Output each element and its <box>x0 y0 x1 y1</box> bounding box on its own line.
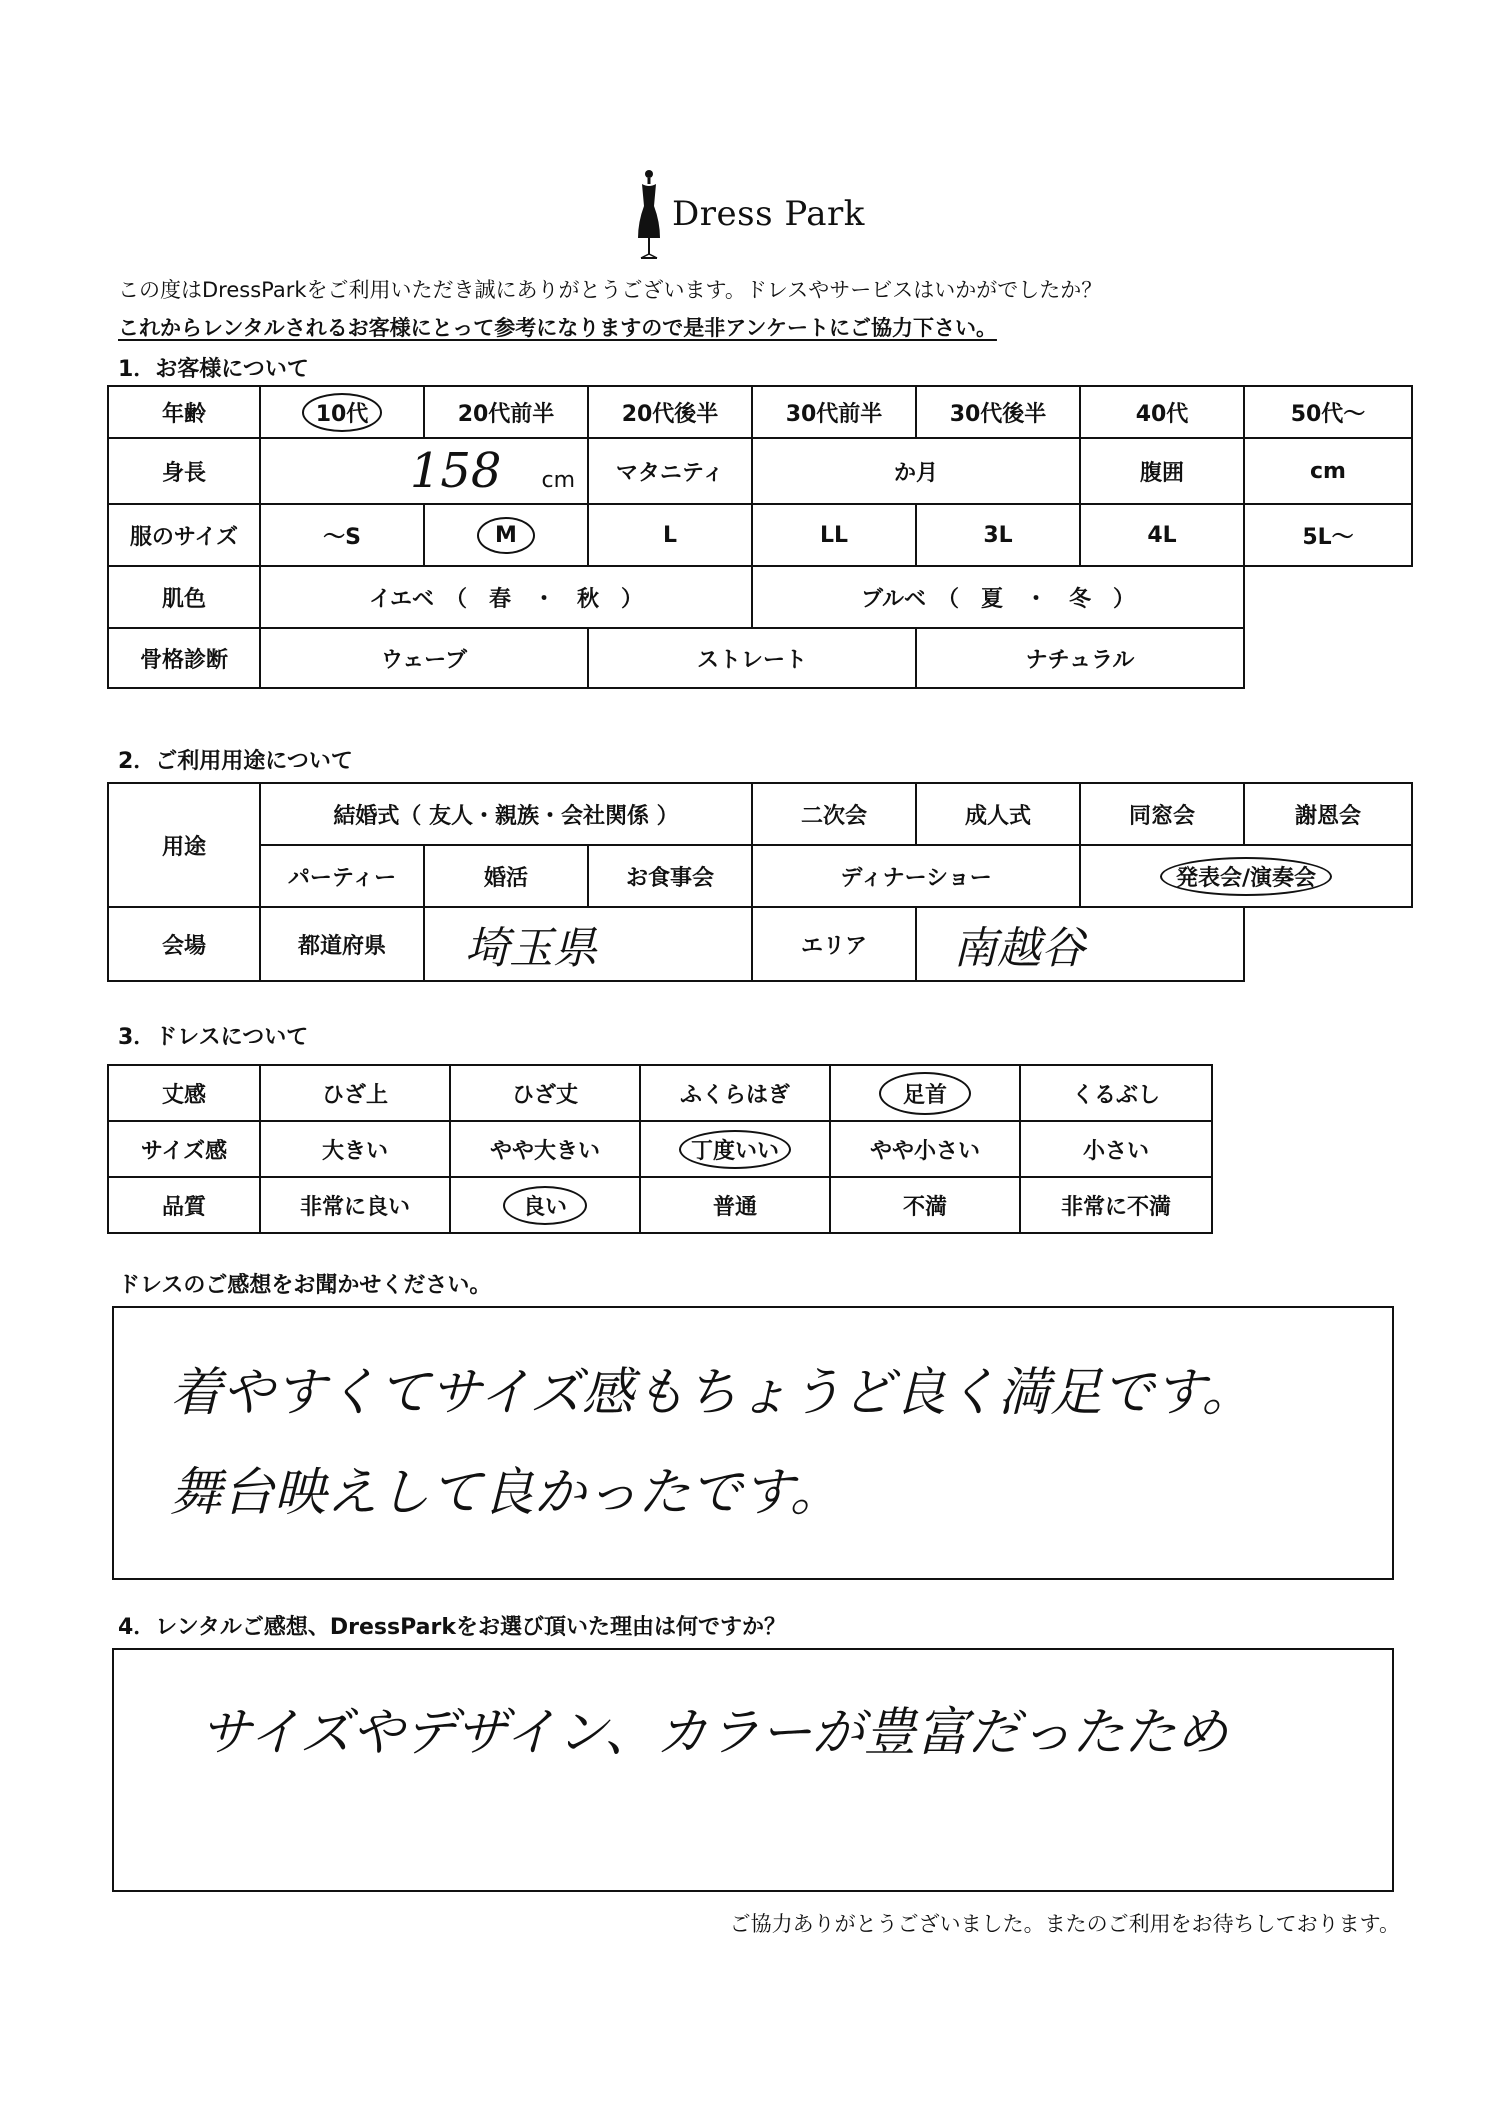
intro-line-1: この度はDressParkをご利用いただき誠にありがとうございます。ドレスやサービスはいかがでしたか？ <box>118 278 1103 302</box>
fit-label: サイズ感 <box>108 1121 260 1177</box>
section-1-title: 1．お客様について <box>118 357 309 382</box>
maternity-field[interactable] <box>752 438 1080 504</box>
maternity-unit: か月 <box>893 460 938 486</box>
quality-option[interactable]: 非常に良い <box>260 1177 450 1233</box>
age-row <box>108 386 1412 438</box>
quality-option[interactable]: 不満 <box>830 1177 1020 1233</box>
frame-option[interactable]: ナチュラル <box>916 628 1244 688</box>
brand-name: Dress Park <box>672 194 865 234</box>
age-option[interactable]: 20代前半 <box>424 386 588 438</box>
height-row <box>108 438 1412 504</box>
length-option-ankle[interactable] <box>830 1065 1020 1121</box>
area-field[interactable] <box>916 907 1244 981</box>
use-option[interactable]: 婚活 <box>424 845 588 907</box>
waist-field[interactable] <box>1244 438 1412 504</box>
size-label: 服のサイズ <box>108 504 260 566</box>
size-option[interactable]: ～S <box>260 504 424 566</box>
venue-label: 会場 <box>108 907 260 981</box>
area-value: 南越谷 <box>953 923 1086 974</box>
fit-option[interactable]: やや小さい <box>830 1121 1020 1177</box>
length-label: 丈感 <box>108 1065 260 1121</box>
maternity-label: マタニティ <box>588 438 752 504</box>
use-option[interactable]: 成人式 <box>916 783 1080 845</box>
age-option[interactable]: 50代～ <box>1244 386 1412 438</box>
length-option[interactable]: くるぶし <box>1020 1065 1212 1121</box>
quality-option[interactable]: 普通 <box>640 1177 830 1233</box>
impression-line: 舞台映えして良かったです。 <box>170 1463 842 1523</box>
skin-row <box>108 566 1412 628</box>
area-label: エリア <box>752 907 916 981</box>
use-option-wedding[interactable]: 結婚式（ 友人・親族・会社関係 ） <box>260 783 752 845</box>
waist-unit: cm <box>1310 458 1346 484</box>
frame-option[interactable]: ストレート <box>588 628 916 688</box>
skin-label: 肌色 <box>108 566 260 628</box>
fit-option[interactable]: 小さい <box>1020 1121 1212 1177</box>
impression-prompt: ドレスのご感想をお聞かせください。 <box>118 1273 492 1298</box>
skin-yellow-option[interactable]: イエベ （ 春 ・ 秋 ） <box>260 566 752 628</box>
prefecture-field[interactable] <box>424 907 752 981</box>
section-4-title: 4．レンタルご感想、DressParkをお選び頂いた理由は何ですか？ <box>118 1615 786 1640</box>
size-option-m[interactable] <box>424 504 588 566</box>
waist-label: 腹囲 <box>1080 438 1244 504</box>
prefecture-label: 都道府県 <box>260 907 424 981</box>
use-option[interactable]: 謝恩会 <box>1244 783 1412 845</box>
use-option[interactable]: お食事会 <box>588 845 752 907</box>
use-label: 用途 <box>108 783 260 907</box>
age-option[interactable]: 30代後半 <box>916 386 1080 438</box>
fit-selected-circle: 丁度いい <box>679 1130 791 1169</box>
use-option[interactable]: ディナーショー <box>752 845 1080 907</box>
age-selected-circle: 10代 <box>302 393 383 432</box>
use-selected-circle: 発表会/演奏会 <box>1160 857 1332 896</box>
length-selected-circle: 足首 <box>879 1072 971 1115</box>
age-option-10s[interactable] <box>260 386 424 438</box>
height-label: 身長 <box>108 438 260 504</box>
impression-box[interactable] <box>112 1306 1394 1580</box>
footer-thanks: ご協力ありがとうございました。またのご利用をお待ちしております。 <box>729 1912 1400 1936</box>
quality-option[interactable]: 非常に不満 <box>1020 1177 1212 1233</box>
frame-label: 骨格診断 <box>108 628 260 688</box>
fit-option-just-right[interactable] <box>640 1121 830 1177</box>
usage-table <box>107 782 1413 982</box>
section-3-title: 3．ドレスについて <box>118 1025 309 1050</box>
use-option-recital[interactable] <box>1080 845 1412 907</box>
quality-option-good[interactable] <box>450 1177 640 1233</box>
size-selected-circle: M <box>477 517 535 554</box>
dress-table <box>107 1064 1213 1234</box>
length-option[interactable]: ひざ丈 <box>450 1065 640 1121</box>
impression-line: 着やすくてサイズ感もちょうど良く満足です。 <box>170 1363 1254 1423</box>
length-row <box>108 1065 1212 1121</box>
use-option[interactable]: パーティー <box>260 845 424 907</box>
quality-selected-circle: 良い <box>503 1186 587 1225</box>
customer-table <box>107 385 1413 689</box>
quality-label: 品質 <box>108 1177 260 1233</box>
use-option[interactable]: 二次会 <box>752 783 916 845</box>
frame-row <box>108 628 1412 688</box>
size-option[interactable]: L <box>588 504 752 566</box>
age-option[interactable]: 40代 <box>1080 386 1244 438</box>
length-option[interactable]: ふくらはぎ <box>640 1065 830 1121</box>
fit-row <box>108 1121 1212 1177</box>
height-unit: cm <box>541 468 575 493</box>
use-option[interactable]: 同窓会 <box>1080 783 1244 845</box>
height-field[interactable] <box>260 438 588 504</box>
size-option[interactable]: 5L～ <box>1244 504 1412 566</box>
size-option[interactable]: 4L <box>1080 504 1244 566</box>
section-2-title: 2．ご利用用途について <box>118 749 353 774</box>
reason-line: サイズやデザイン、カラーが豊富だったため <box>200 1703 1229 1763</box>
dresspark-logo <box>636 168 865 260</box>
size-option[interactable]: LL <box>752 504 916 566</box>
intro-line-2: これからレンタルされるお客様にとって参考になりますので是非アンケートにご協力下さい。 <box>118 316 997 340</box>
size-option[interactable]: 3L <box>916 504 1080 566</box>
age-option[interactable]: 20代後半 <box>588 386 752 438</box>
size-row <box>108 504 1412 566</box>
age-option[interactable]: 30代前半 <box>752 386 916 438</box>
age-label: 年齢 <box>108 386 260 438</box>
dress-form-icon <box>636 168 662 260</box>
skin-blue-option[interactable]: ブルベ （ 夏 ・ 冬 ） <box>752 566 1244 628</box>
quality-row <box>108 1177 1212 1233</box>
reason-box[interactable] <box>112 1648 1394 1892</box>
prefecture-value: 埼玉県 <box>465 923 597 974</box>
fit-option[interactable]: やや大きい <box>450 1121 640 1177</box>
height-value: 158 <box>409 443 502 499</box>
length-option[interactable]: ひざ上 <box>260 1065 450 1121</box>
frame-option[interactable]: ウェーブ <box>260 628 588 688</box>
fit-option[interactable]: 大きい <box>260 1121 450 1177</box>
